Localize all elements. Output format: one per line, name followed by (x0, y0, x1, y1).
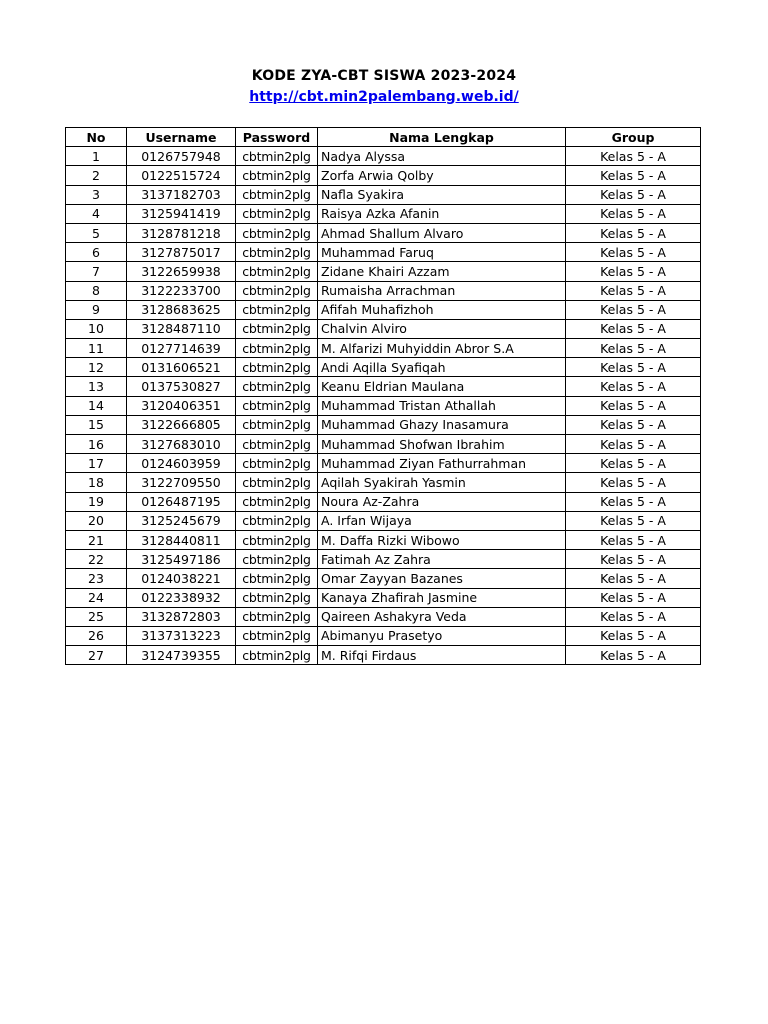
cell-name: Muhammad Ghazy Inasamura (318, 415, 566, 434)
table-row (66, 262, 701, 281)
cell-group: Kelas 5 - A (566, 147, 701, 166)
cell-group: Kelas 5 - A (566, 281, 701, 300)
cell-name: Muhammad Shofwan Ibrahim (318, 435, 566, 454)
cell-group: Kelas 5 - A (566, 319, 701, 338)
table-row (66, 281, 701, 300)
cell-password: cbtmin2plg (236, 243, 318, 262)
cell-password: cbtmin2plg (236, 607, 318, 626)
cell-username: 0127714639 (127, 339, 236, 358)
cell-no: 13 (66, 377, 127, 396)
cell-no: 10 (66, 319, 127, 338)
cell-password: cbtmin2plg (236, 204, 318, 223)
cell-password: cbtmin2plg (236, 454, 318, 473)
cell-password: cbtmin2plg (236, 300, 318, 319)
table-row (66, 319, 701, 338)
table-row (66, 646, 701, 665)
column-header-name: Nama Lengkap (318, 128, 566, 147)
cell-group: Kelas 5 - A (566, 243, 701, 262)
cell-password: cbtmin2plg (236, 166, 318, 185)
table-row (66, 454, 701, 473)
cell-password: cbtmin2plg (236, 415, 318, 434)
table-row (66, 339, 701, 358)
cell-group: Kelas 5 - A (566, 358, 701, 377)
cell-group: Kelas 5 - A (566, 511, 701, 530)
cell-group: Kelas 5 - A (566, 530, 701, 549)
cell-group: Kelas 5 - A (566, 626, 701, 645)
cell-username: 0131606521 (127, 358, 236, 377)
cell-no: 9 (66, 300, 127, 319)
cell-username: 3127875017 (127, 243, 236, 262)
cell-username: 3128487110 (127, 319, 236, 338)
cell-password: cbtmin2plg (236, 339, 318, 358)
cell-username: 3127683010 (127, 435, 236, 454)
cell-password: cbtmin2plg (236, 223, 318, 242)
cell-no: 22 (66, 550, 127, 569)
table-row (66, 569, 701, 588)
cell-password: cbtmin2plg (236, 281, 318, 300)
table-row (66, 223, 701, 242)
column-header-username: Username (127, 128, 236, 147)
table-body (66, 147, 701, 665)
cell-name: Nafla Syakira (318, 185, 566, 204)
cell-name: Nadya Alyssa (318, 147, 566, 166)
cell-no: 21 (66, 530, 127, 549)
cell-username: 3137182703 (127, 185, 236, 204)
cell-password: cbtmin2plg (236, 626, 318, 645)
cell-password: cbtmin2plg (236, 435, 318, 454)
table-row (66, 626, 701, 645)
cell-group: Kelas 5 - A (566, 435, 701, 454)
cell-no: 27 (66, 646, 127, 665)
table-row (66, 147, 701, 166)
cell-username: 0126487195 (127, 492, 236, 511)
cell-group: Kelas 5 - A (566, 492, 701, 511)
cell-no: 20 (66, 511, 127, 530)
table-row (66, 185, 701, 204)
cell-password: cbtmin2plg (236, 646, 318, 665)
table-row (66, 588, 701, 607)
table-row (66, 492, 701, 511)
cell-no: 6 (66, 243, 127, 262)
table-row (66, 358, 701, 377)
cell-no: 16 (66, 435, 127, 454)
table-row (66, 550, 701, 569)
cell-no: 19 (66, 492, 127, 511)
cell-group: Kelas 5 - A (566, 607, 701, 626)
column-header-password: Password (236, 128, 318, 147)
cell-password: cbtmin2plg (236, 396, 318, 415)
student-account-table (65, 127, 701, 665)
cell-no: 5 (66, 223, 127, 242)
cell-username: 3122233700 (127, 281, 236, 300)
cell-name: Muhammad Ziyan Fathurrahman (318, 454, 566, 473)
table-row (66, 204, 701, 223)
cell-password: cbtmin2plg (236, 358, 318, 377)
cell-group: Kelas 5 - A (566, 223, 701, 242)
header-row (66, 128, 701, 147)
cell-group: Kelas 5 - A (566, 473, 701, 492)
cell-group: Kelas 5 - A (566, 550, 701, 569)
cell-no: 11 (66, 339, 127, 358)
cell-username: 3125245679 (127, 511, 236, 530)
cell-username: 3122666805 (127, 415, 236, 434)
cell-password: cbtmin2plg (236, 588, 318, 607)
cell-group: Kelas 5 - A (566, 646, 701, 665)
cell-username: 3125497186 (127, 550, 236, 569)
cell-name: Chalvin Alviro (318, 319, 566, 338)
cell-name: Afifah Muhafizhoh (318, 300, 566, 319)
cell-no: 8 (66, 281, 127, 300)
cell-group: Kelas 5 - A (566, 377, 701, 396)
cell-no: 4 (66, 204, 127, 223)
cell-no: 25 (66, 607, 127, 626)
cell-name: Fatimah Az Zahra (318, 550, 566, 569)
cell-password: cbtmin2plg (236, 511, 318, 530)
column-header-no: No (66, 128, 127, 147)
cell-name: Muhammad Tristan Athallah (318, 396, 566, 415)
cell-name: Zidane Khairi Azzam (318, 262, 566, 281)
cell-no: 12 (66, 358, 127, 377)
cell-password: cbtmin2plg (236, 377, 318, 396)
cell-name: Omar Zayyan Bazanes (318, 569, 566, 588)
cell-password: cbtmin2plg (236, 319, 318, 338)
cell-name: Noura Az-Zahra (318, 492, 566, 511)
cell-password: cbtmin2plg (236, 185, 318, 204)
cell-username: 3128683625 (127, 300, 236, 319)
cell-no: 7 (66, 262, 127, 281)
table-row (66, 607, 701, 626)
cell-no: 26 (66, 626, 127, 645)
cell-username: 3120406351 (127, 396, 236, 415)
cell-group: Kelas 5 - A (566, 454, 701, 473)
column-header-group: Group (566, 128, 701, 147)
table-row (66, 166, 701, 185)
cell-group: Kelas 5 - A (566, 204, 701, 223)
cell-name: M. Rifqi Firdaus (318, 646, 566, 665)
table-row (66, 435, 701, 454)
table-row (66, 415, 701, 434)
cell-username: 0122338932 (127, 588, 236, 607)
cell-no: 2 (66, 166, 127, 185)
cell-name: Qaireen Ashakyra Veda (318, 607, 566, 626)
cell-name: A. Irfan Wijaya (318, 511, 566, 530)
cell-group: Kelas 5 - A (566, 262, 701, 281)
cell-name: Kanaya Zhafirah Jasmine (318, 588, 566, 607)
cell-group: Kelas 5 - A (566, 415, 701, 434)
cell-name: Keanu Eldrian Maulana (318, 377, 566, 396)
cell-username: 3122659938 (127, 262, 236, 281)
cell-name: Muhammad Faruq (318, 243, 566, 262)
cell-name: M. Daffa Rizki Wibowo (318, 530, 566, 549)
cell-username: 3122709550 (127, 473, 236, 492)
cell-username: 3132872803 (127, 607, 236, 626)
cell-group: Kelas 5 - A (566, 166, 701, 185)
cell-no: 18 (66, 473, 127, 492)
cell-group: Kelas 5 - A (566, 569, 701, 588)
table-row (66, 396, 701, 415)
cell-no: 14 (66, 396, 127, 415)
cell-username: 0126757948 (127, 147, 236, 166)
cell-group: Kelas 5 - A (566, 588, 701, 607)
cell-password: cbtmin2plg (236, 147, 318, 166)
cbt-site-link[interactable]: http://cbt.min2palembang.web.id/ (249, 89, 519, 105)
cell-password: cbtmin2plg (236, 492, 318, 511)
cell-name: Zorfa Arwia Qolby (318, 166, 566, 185)
document-header (0, 66, 768, 107)
table-header (66, 128, 701, 147)
cell-name: Aqilah Syakirah Yasmin (318, 473, 566, 492)
table-row (66, 511, 701, 530)
cell-username: 3128781218 (127, 223, 236, 242)
cell-name: M. Alfarizi Muhyiddin Abror S.A (318, 339, 566, 358)
cell-password: cbtmin2plg (236, 262, 318, 281)
cell-username: 0122515724 (127, 166, 236, 185)
cell-name: Andi Aqilla Syafiqah (318, 358, 566, 377)
cell-no: 3 (66, 185, 127, 204)
cell-name: Raisya Azka Afanin (318, 204, 566, 223)
cell-name: Abimanyu Prasetyo (318, 626, 566, 645)
cell-no: 24 (66, 588, 127, 607)
cell-username: 0137530827 (127, 377, 236, 396)
cell-username: 3124739355 (127, 646, 236, 665)
cell-username: 3128440811 (127, 530, 236, 549)
table-row (66, 300, 701, 319)
document-title: KODE ZYA-CBT SISWA 2023-2024 (251, 68, 517, 84)
cell-password: cbtmin2plg (236, 569, 318, 588)
cell-no: 23 (66, 569, 127, 588)
table-row (66, 243, 701, 262)
cell-username: 3125941419 (127, 204, 236, 223)
cell-username: 3137313223 (127, 626, 236, 645)
cell-password: cbtmin2plg (236, 473, 318, 492)
cell-group: Kelas 5 - A (566, 300, 701, 319)
cell-no: 15 (66, 415, 127, 434)
cell-username: 0124038221 (127, 569, 236, 588)
cell-username: 0124603959 (127, 454, 236, 473)
cell-no: 17 (66, 454, 127, 473)
cell-group: Kelas 5 - A (566, 396, 701, 415)
cell-password: cbtmin2plg (236, 530, 318, 549)
cell-group: Kelas 5 - A (566, 185, 701, 204)
cell-group: Kelas 5 - A (566, 339, 701, 358)
cell-name: Ahmad Shallum Alvaro (318, 223, 566, 242)
cell-name: Rumaisha Arrachman (318, 281, 566, 300)
cell-password: cbtmin2plg (236, 550, 318, 569)
cell-no: 1 (66, 147, 127, 166)
table-row (66, 530, 701, 549)
table-row (66, 473, 701, 492)
table-row (66, 377, 701, 396)
